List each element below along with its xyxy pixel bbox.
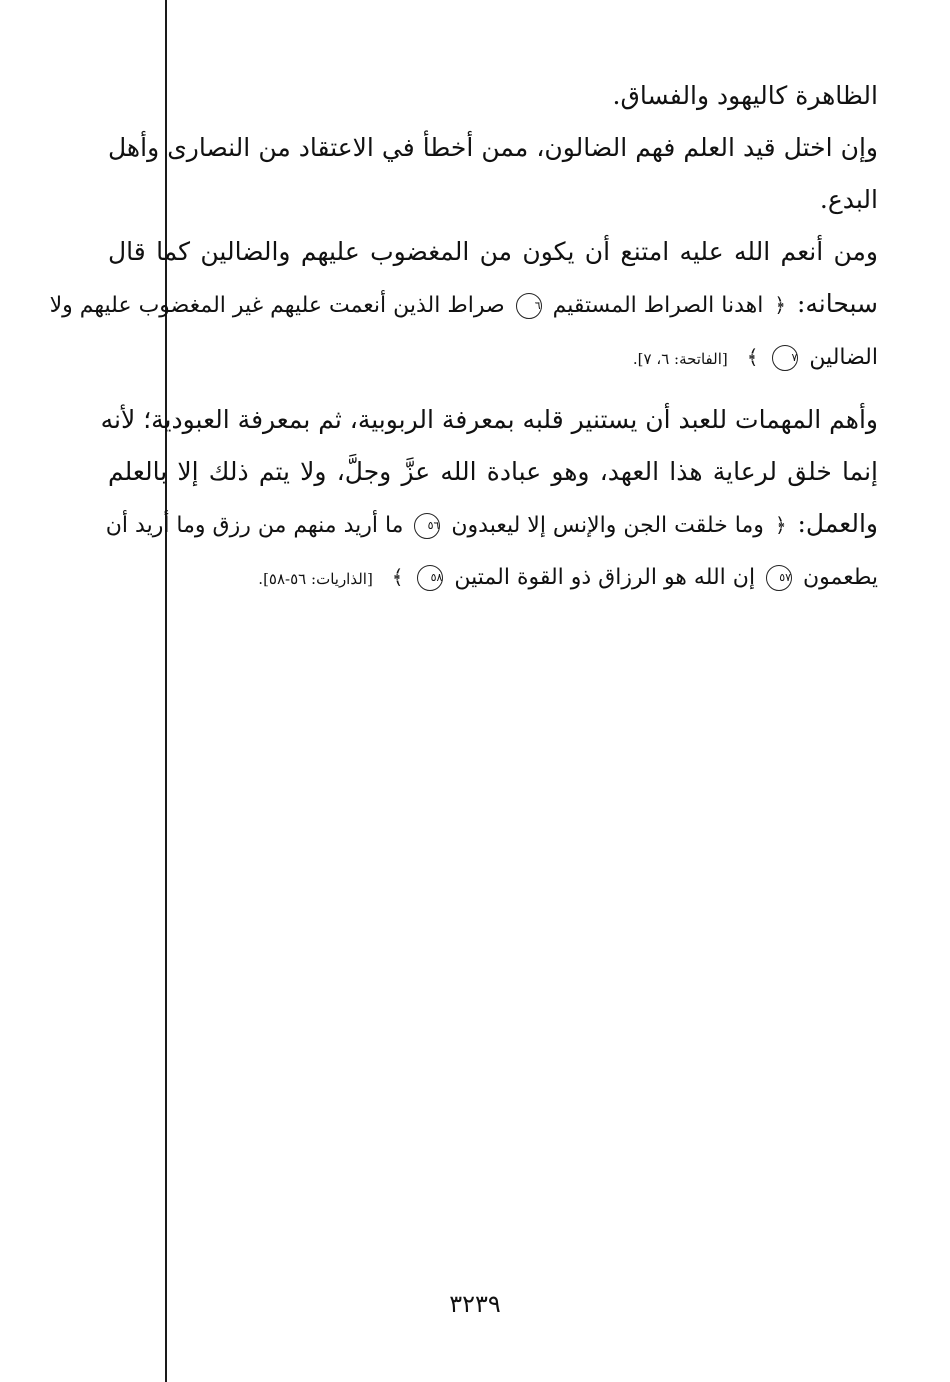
paragraph-3-quran-line-2 [108,330,878,382]
paragraph-4-quran-line-1 [105,498,878,550]
verse-number-marker: ٥٨ [417,565,443,591]
close-ornament-bracket: ﴾ [391,565,404,589]
quran-verse-text: وما خلقت الجن والإنس إلا ليعبدون [451,513,764,538]
quran-lead: سبحانه: [796,289,878,318]
paragraph-1-line-1: الظاهرة كاليهود والفساق. [612,81,878,110]
paragraph-4-line-1: وأهم المهمات للعبد أن يستنير قلبه بمعرفة الربوبية، ثم بمعرفة العبودية؛ لأنه [100,405,878,434]
paragraph-4-quran-line-2 [108,550,878,602]
quran-verse-text: يطعمون [802,565,878,590]
page-number: ٣٢٣٩ [449,1290,501,1318]
verse-number-marker: ٥٦ [414,513,440,539]
paragraph-2-line-2: البدع. [819,185,878,214]
close-ornament-bracket: ﴾ [746,345,759,369]
quran-verse-text: صراط الذين أنعمت عليهم غير المغضوب عليهم ولا [49,293,505,318]
quran-reference: [الذاريات: ٥٦-٥٨]. [258,570,373,588]
quran-verse-text: الضالين [809,345,878,370]
verse-number-marker: ٦ [516,293,542,319]
quran-lead: والعمل: [797,509,878,538]
paragraph-3-line-1: ومن أنعم الله عليه امتنع أن يكون من المغضوب عليهم والضالين كما قال [108,237,878,266]
quran-verse-text: اهدنا الصراط المستقيم [552,293,764,318]
paragraph-4-line-2: إنما خلق لرعاية هذا العهد، وهو عبادة الله عزَّ وجلَّ، ولا يتم ذلك إلا بالعلم [108,457,878,486]
quran-reference: [الفاتحة: ٦، ٧]. [632,350,728,368]
open-ornament-bracket: ﴿ [774,293,787,317]
verse-number-marker: ٥٧ [766,565,792,591]
quran-verse-text: ما أريد منهم من رزق وما أريد أن [105,513,404,538]
paragraph-gap [108,382,878,394]
paragraph-3-quran-line-1 [49,278,878,330]
quran-verse-text: إن الله هو الرزاق ذو القوة المتين [454,565,756,590]
verse-number-marker: ٧ [772,345,798,371]
body-text [49,70,878,602]
paragraph-2-line-1: وإن اختل قيد العلم فهم الضالون، ممن أخطأ في الاعتقاد من النصارى وأهل [108,133,878,162]
open-ornament-bracket: ﴿ [774,513,787,537]
